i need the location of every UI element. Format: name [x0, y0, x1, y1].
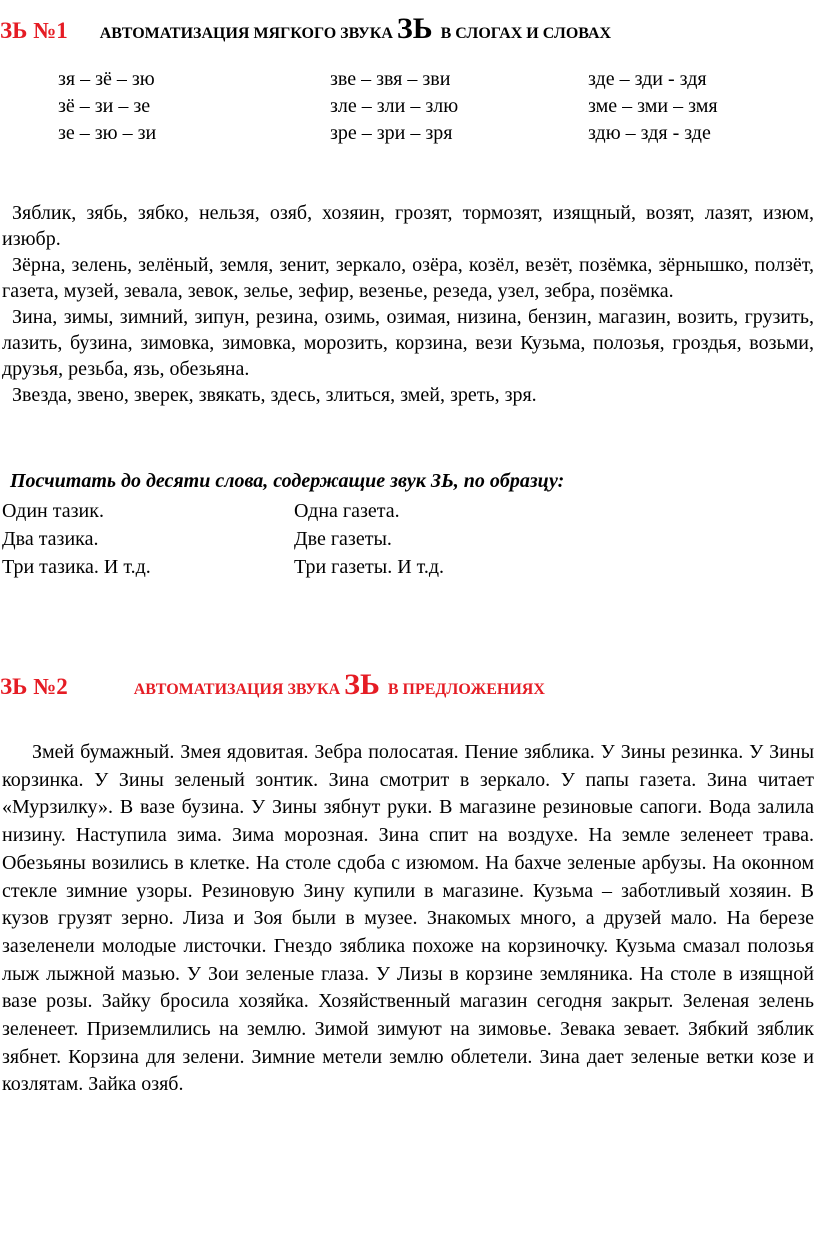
- section1-number: ЗЬ №1: [0, 18, 68, 43]
- section2-sound: ЗЬ: [344, 668, 380, 701]
- word-paragraph: Звезда, звено, зверек, звякать, здесь, злиться, змей, зреть, зря.: [12, 384, 537, 406]
- example-line: Два тазика.: [2, 528, 99, 550]
- syllable-row: здю – здя - зде: [588, 122, 711, 144]
- syllables-column-1: [58, 66, 156, 147]
- syllable-row: зме – зми – змя: [588, 95, 718, 117]
- section2-title-part1: АВТОМАТИЗАЦИЯ ЗВУКА: [133, 681, 341, 698]
- syllables-column-2: [330, 66, 458, 147]
- examples-left: [2, 497, 151, 581]
- syllables-column-3: [588, 66, 718, 147]
- example-line: Две газеты.: [294, 528, 392, 550]
- examples-right: [294, 497, 444, 581]
- section1-title-part2: В СЛОГАХ И СЛОВАХ: [440, 25, 612, 42]
- example-line: Одна газета.: [294, 500, 400, 522]
- section2-heading: [0, 668, 545, 702]
- syllable-row: зё – зи – зе: [58, 95, 151, 117]
- section1-sound: ЗЬ: [396, 12, 433, 45]
- syllable-row: зя – зё – зю: [58, 68, 155, 90]
- syllable-row: зве – звя – зви: [330, 68, 451, 90]
- example-line: Три газеты. И т.д.: [294, 556, 445, 578]
- word-paragraph: Зяблик, зябь, зябко, нельзя, озяб, хозяин, грозят, тормозят, изящный, возят, лазят, изюм, изюбр.: [2, 202, 814, 250]
- syllable-row: зле – зли – злю: [330, 95, 459, 117]
- section2-number: ЗЬ №2: [0, 674, 68, 699]
- syllable-row: зре – зри – зря: [330, 122, 453, 144]
- sentences-block: [2, 739, 814, 1099]
- section1-title-part1: АВТОМАТИЗАЦИЯ МЯГКОГО ЗВУКА: [99, 25, 393, 42]
- sentences-paragraph: Змей бумажный. Змея ядовитая. Зебра полосатая. Пение зяблика. У Зины резинка. У Зины корзинка. У Зины зеленый зонтик. Зина смотрит в зеркало. У папы газета. Зина читает «Мурзилку». В вазе бузина. У Зины зябнут руки. В магазине резиновые сапоги. Вода залила низину. Наступила зима. Зима морозная. Зина спит на воздухе. На земле зеленеет трава. Обезьяны возились в клетке. На столе сдоба с изюмом. На бахче зеленые арбузы. На оконном стекле зимние узоры. Резиновую Зину купили в магазине. Кузьма – заботливый хозяин. В кузов грузят зерно. Лиза и Зоя были в музее. Знакомых много, а друзей мало. На березе зазеленели молодые листочки. Гнездо зяблика похоже на корзиночку. Кузьма смазал полозья лыж лыжной мазью. У Зои зеленые глаза. У Лизы в корзине земляника. На столе в изящной вазе розы. Зайку бросила хозяйка. Хозяйственный магазин сегодня закрыт. Зеленая зелень зеленеет. Приземлились на землю. Зимой зимуют на зимовье. Зевака зевает. Зябкий зяблик зябнет. Корзина для зелени. Зимние метели землю облетели. Зина дает зеленые ветки козе и козлятам. Зайка озяб.: [2, 741, 814, 1096]
- syllable-row: зе – зю – зи: [58, 122, 157, 144]
- syllable-row: зде – зди - здя: [588, 68, 707, 90]
- example-line: Один тазик.: [2, 500, 104, 522]
- example-line: Три тазика. И т.д.: [2, 556, 151, 578]
- task-instruction: Посчитать до десяти слова, содержащие звук ЗЬ, по образцу:: [10, 470, 565, 492]
- word-paragraph: Зёрна, зелень, зелёный, земля, зенит, зеркало, озёра, козёл, везёт, позёмка, зёрнышко, ползёт, газета, музей, зевала, зевок, зелье, зефир, везенье, резеда, узел, зебра, позёмка.: [2, 254, 814, 302]
- word-lists: [2, 200, 814, 408]
- section1-heading: [0, 12, 611, 46]
- section2-title-part2: В ПРЕДЛОЖЕНИЯХ: [387, 681, 545, 698]
- word-paragraph: Зина, зимы, зимний, зипун, резина, озимь, озимая, низина, бензин, магазин, возить, грузить, лазить, бузина, зимовка, зимовка, морозить, корзина, вези Кузьма, полозья, гроздья, возьми, друзья, резьба, язь, обезьяна.: [2, 306, 814, 380]
